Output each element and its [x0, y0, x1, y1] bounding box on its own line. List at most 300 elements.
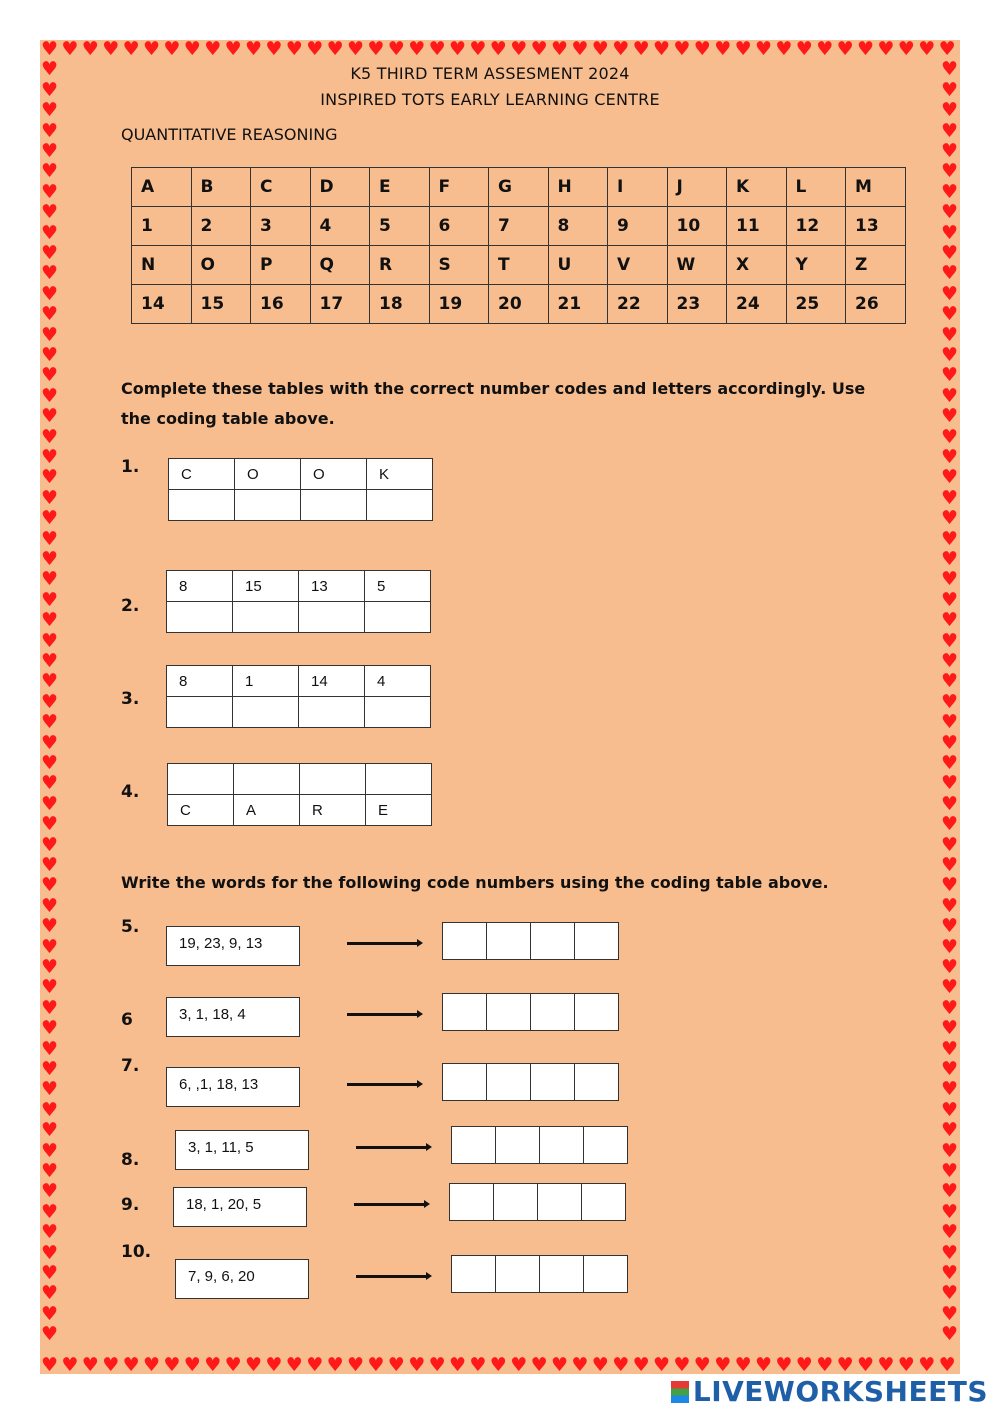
answer-cell[interactable] [301, 490, 367, 521]
answer-cell[interactable] [299, 602, 365, 633]
heart-icon: ♥ [653, 1354, 671, 1376]
answer-cell[interactable] [168, 764, 234, 795]
heart-icon: ♥ [41, 915, 59, 938]
answer-cell[interactable] [365, 602, 431, 633]
coding-table-cell: K [727, 168, 787, 207]
answer-boxes [451, 1126, 628, 1164]
answer-cell[interactable] [443, 923, 487, 959]
coding-table-cell: V [608, 246, 668, 285]
question-number: 6 [121, 1010, 133, 1030]
heart-icon: ♥ [41, 976, 59, 999]
answer-cell[interactable] [235, 490, 301, 521]
coding-table-cell: O [191, 246, 251, 285]
heart-icon: ♥ [41, 588, 59, 611]
heart-icon: ♥ [734, 1354, 752, 1376]
answer-cell[interactable] [167, 602, 233, 633]
question-number: 1. [121, 457, 140, 477]
heart-icon: ♥ [102, 38, 120, 60]
heart-icon: ♥ [941, 78, 959, 101]
heart-icon: ♥ [941, 527, 959, 550]
answer-cell[interactable] [531, 1064, 575, 1100]
heart-icon: ♥ [941, 894, 959, 917]
heart-icon: ♥ [265, 1354, 283, 1376]
heart-icon: ♥ [941, 99, 959, 122]
heart-icon: ♥ [306, 1354, 324, 1376]
heart-icon: ♥ [449, 1354, 467, 1376]
heart-icon: ♥ [347, 1354, 365, 1376]
heart-icon: ♥ [510, 1354, 528, 1376]
coding-table-cell: 22 [608, 285, 668, 324]
logo-icon [671, 1381, 689, 1403]
heart-icon: ♥ [941, 262, 959, 285]
heart-icon: ♥ [941, 303, 959, 326]
answer-cell[interactable] [496, 1127, 540, 1163]
given-cell: E [366, 795, 432, 826]
answer-cell[interactable] [452, 1256, 496, 1292]
heart-icon: ♥ [41, 1139, 59, 1162]
heart-icon: ♥ [41, 425, 59, 448]
heart-icon: ♥ [938, 38, 956, 60]
heart-icon: ♥ [857, 1354, 875, 1376]
heart-icon: ♥ [941, 609, 959, 632]
answer-cell[interactable] [300, 764, 366, 795]
heart-icon: ♥ [897, 38, 915, 60]
coding-table-row [132, 285, 906, 324]
heart-icon: ♥ [41, 78, 59, 101]
heart-icon: ♥ [734, 38, 752, 60]
heart-icon: ♥ [41, 996, 59, 1019]
given-cell: A [234, 795, 300, 826]
heart-icon: ♥ [941, 792, 959, 815]
heart-icon: ♥ [941, 1037, 959, 1060]
heart-icon: ♥ [941, 1200, 959, 1223]
heart-icon: ♥ [941, 650, 959, 672]
heart-icon: ♥ [941, 854, 959, 876]
heart-icon: ♥ [163, 1354, 181, 1376]
heart-icon: ♥ [510, 38, 528, 60]
heart-icon: ♥ [41, 384, 59, 407]
question-number: 8. [121, 1150, 140, 1170]
heart-icon: ♥ [941, 1323, 959, 1346]
heart-icon: ♥ [941, 996, 959, 1019]
answer-cell[interactable] [538, 1184, 582, 1220]
code-numbers-box: 6, ,1, 18, 13 [166, 1067, 300, 1107]
heart-icon: ♥ [41, 1098, 59, 1121]
coding-table-cell: 14 [132, 285, 192, 324]
coding-table-row [132, 207, 906, 246]
answer-cell[interactable] [575, 923, 619, 959]
heart-icon: ♥ [941, 1262, 959, 1284]
given-cell: R [300, 795, 366, 826]
given-cell: 8 [167, 571, 233, 602]
heart-icon: ♥ [41, 548, 59, 570]
coding-table-cell: 8 [548, 207, 608, 246]
heart-icon: ♥ [941, 180, 959, 203]
heart-icon: ♥ [41, 711, 59, 734]
heart-icon: ♥ [836, 38, 854, 60]
coding-table-cell: 24 [727, 285, 787, 324]
heart-icon: ♥ [41, 323, 59, 346]
heart-icon: ♥ [918, 38, 936, 60]
question-number: 5. [121, 917, 140, 937]
heart-icon: ♥ [449, 38, 467, 60]
heart-icon: ♥ [941, 833, 959, 856]
heart-icon: ♥ [306, 38, 324, 60]
answer-cell[interactable] [365, 697, 431, 728]
heart-icon: ♥ [41, 119, 59, 142]
answer-boxes [442, 922, 619, 960]
answer-cell[interactable] [540, 1127, 584, 1163]
coding-table-cell: 15 [191, 285, 251, 324]
answer-cell[interactable] [169, 490, 235, 521]
heart-icon: ♥ [41, 201, 59, 224]
answer-cell[interactable] [496, 1256, 540, 1292]
coding-table-cell: 23 [667, 285, 727, 324]
given-cell: C [169, 459, 235, 490]
heart-icon: ♥ [387, 38, 405, 60]
heart-icon: ♥ [41, 772, 59, 795]
answer-cell[interactable] [494, 1184, 538, 1220]
coding-table-cell: N [132, 246, 192, 285]
heart-icon: ♥ [877, 1354, 895, 1376]
heart-icon: ♥ [941, 1098, 959, 1121]
answer-cell[interactable] [233, 697, 299, 728]
given-cell: 5 [365, 571, 431, 602]
heart-icon: ♥ [530, 1354, 548, 1376]
coding-table-cell: X [727, 246, 787, 285]
given-cell: 1 [233, 666, 299, 697]
heart-icon: ♥ [41, 1119, 59, 1142]
answer-cell[interactable] [584, 1127, 628, 1163]
coding-table-cell: G [489, 168, 549, 207]
heart-icon: ♥ [941, 690, 959, 713]
heart-icon: ♥ [816, 38, 834, 60]
heart-icon: ♥ [941, 507, 959, 530]
answer-cell[interactable] [366, 764, 432, 795]
answer-cell[interactable] [582, 1184, 626, 1220]
heart-icon: ♥ [245, 1354, 263, 1376]
heart-icon: ♥ [41, 1323, 59, 1346]
heart-icon: ♥ [571, 38, 589, 60]
heart-icon: ♥ [941, 446, 959, 468]
heart-icon: ♥ [612, 1354, 630, 1376]
heart-icon: ♥ [941, 915, 959, 938]
coding-table-cell: F [429, 168, 489, 207]
heart-icon: ♥ [41, 1160, 59, 1182]
heart-icon: ♥ [122, 38, 140, 60]
heart-icon: ♥ [755, 1354, 773, 1376]
heart-icon: ♥ [941, 813, 959, 836]
heart-icon: ♥ [941, 976, 959, 999]
subject-heading: QUANTITATIVE REASONING [121, 125, 338, 144]
arrow-right-icon [347, 1083, 419, 1086]
answer-boxes [451, 1255, 628, 1293]
heart-icon: ♥ [941, 1302, 959, 1325]
given-cell: O [301, 459, 367, 490]
coding-table-cell: 5 [370, 207, 430, 246]
heart-icon: ♥ [41, 1302, 59, 1325]
question-number: 9. [121, 1195, 140, 1215]
worksheet-content [60, 62, 940, 1352]
heart-icon: ♥ [775, 1354, 793, 1376]
heart-icon: ♥ [469, 1354, 487, 1376]
heart-icon: ♥ [81, 1354, 99, 1376]
heart-icon: ♥ [941, 711, 959, 734]
question-number: 7. [121, 1056, 140, 1076]
question-number: 2. [121, 596, 140, 616]
heart-icon: ♥ [41, 609, 59, 632]
coding-table-cell: 16 [251, 285, 311, 324]
heart-icon: ♥ [41, 486, 59, 509]
title-line-1: K5 THIRD TERM ASSESMENT 2024 [350, 64, 630, 83]
heart-icon: ♥ [941, 1139, 959, 1162]
heart-icon: ♥ [941, 1282, 959, 1305]
coding-table-cell: 18 [370, 285, 430, 324]
code-grid-2 [166, 570, 431, 633]
heart-icon: ♥ [41, 813, 59, 836]
heart-icon: ♥ [941, 752, 959, 774]
heart-icon: ♥ [41, 1282, 59, 1305]
code-numbers-box: 19, 23, 9, 13 [166, 926, 300, 966]
heart-icon: ♥ [41, 180, 59, 203]
heart-icon: ♥ [61, 38, 79, 60]
code-grid-3 [166, 665, 431, 728]
heart-icon: ♥ [530, 38, 548, 60]
heart-icon: ♥ [941, 425, 959, 448]
heart-icon: ♥ [41, 466, 59, 489]
heart-icon: ♥ [41, 38, 59, 60]
heart-icon: ♥ [245, 38, 263, 60]
heart-icon: ♥ [941, 486, 959, 509]
heart-icon: ♥ [61, 1354, 79, 1376]
heart-icon: ♥ [941, 384, 959, 407]
answer-cell[interactable] [233, 602, 299, 633]
heart-icon: ♥ [408, 1354, 426, 1376]
answer-cell[interactable] [443, 1064, 487, 1100]
heart-icon: ♥ [941, 772, 959, 795]
coding-table-cell: P [251, 246, 311, 285]
heart-icon: ♥ [81, 38, 99, 60]
heart-icon: ♥ [41, 527, 59, 550]
heart-icon: ♥ [941, 568, 959, 591]
given-cell: 4 [365, 666, 431, 697]
coding-table [131, 167, 906, 324]
coding-table-cell: 1 [132, 207, 192, 246]
heart-icon: ♥ [941, 201, 959, 224]
coding-table-cell: L [786, 168, 846, 207]
heart-icon: ♥ [693, 38, 711, 60]
heart-icon: ♥ [326, 1354, 344, 1376]
heart-icon: ♥ [41, 221, 59, 244]
heart-icon: ♥ [41, 1354, 59, 1376]
heart-icon: ♥ [41, 1017, 59, 1040]
heart-icon: ♥ [41, 833, 59, 856]
answer-cell[interactable] [575, 1064, 619, 1100]
coding-table-cell: 26 [846, 285, 906, 324]
coding-table-cell: 6 [429, 207, 489, 246]
heart-icon: ♥ [41, 1058, 59, 1080]
heart-icon: ♥ [41, 303, 59, 326]
coding-table-cell: A [132, 168, 192, 207]
heart-icon: ♥ [941, 344, 959, 366]
heart-icon: ♥ [41, 1200, 59, 1223]
coding-table-cell: E [370, 168, 430, 207]
heart-icon: ♥ [489, 1354, 507, 1376]
heart-icon: ♥ [41, 344, 59, 366]
heart-icon: ♥ [428, 1354, 446, 1376]
code-numbers-box: 7, 9, 6, 20 [175, 1259, 309, 1299]
arrow-right-icon [356, 1146, 428, 1149]
heart-icon: ♥ [41, 160, 59, 183]
heart-icon: ♥ [367, 38, 385, 60]
arrow-right-icon [354, 1203, 426, 1206]
answer-cell[interactable] [167, 697, 233, 728]
heart-icon: ♥ [265, 38, 283, 60]
given-cell: 8 [167, 666, 233, 697]
heart-icon: ♥ [102, 1354, 120, 1376]
heart-icon: ♥ [143, 1354, 161, 1376]
coding-table-cell: 4 [310, 207, 370, 246]
heart-icon: ♥ [918, 1354, 936, 1376]
heart-icon: ♥ [941, 1078, 959, 1101]
heart-icon: ♥ [183, 38, 201, 60]
heart-icon: ♥ [941, 364, 959, 387]
coding-table-cell: 7 [489, 207, 549, 246]
heart-icon: ♥ [41, 1037, 59, 1060]
answer-cell[interactable] [584, 1256, 628, 1292]
coding-table-cell: 12 [786, 207, 846, 246]
answer-cell[interactable] [531, 923, 575, 959]
heart-icon: ♥ [41, 874, 59, 897]
heart-icon: ♥ [41, 1180, 59, 1203]
heart-icon: ♥ [653, 38, 671, 60]
coding-table-cell: W [667, 246, 727, 285]
heart-icon: ♥ [941, 282, 959, 305]
heart-icon: ♥ [204, 38, 222, 60]
heart-icon: ♥ [571, 1354, 589, 1376]
code-numbers-box: 3, 1, 11, 5 [175, 1130, 309, 1170]
coding-table-cell: 17 [310, 285, 370, 324]
coding-table-row [132, 246, 906, 285]
section2-instruction: Write the words for the following code numbers using the coding table above. [121, 873, 829, 892]
heart-icon: ♥ [163, 38, 181, 60]
heart-icon: ♥ [941, 874, 959, 897]
heart-icon: ♥ [387, 1354, 405, 1376]
heart-icon: ♥ [795, 1354, 813, 1376]
heart-icon: ♥ [224, 38, 242, 60]
question-number: 3. [121, 689, 140, 709]
heart-icon: ♥ [408, 38, 426, 60]
heart-icon: ♥ [591, 38, 609, 60]
answer-cell[interactable] [234, 764, 300, 795]
answer-cell[interactable] [452, 1127, 496, 1163]
heart-icon: ♥ [41, 854, 59, 876]
heart-icon: ♥ [941, 1160, 959, 1182]
heart-icon: ♥ [224, 1354, 242, 1376]
answer-cell[interactable] [299, 697, 365, 728]
heart-icon: ♥ [836, 1354, 854, 1376]
given-cell: 14 [299, 666, 365, 697]
answer-boxes [449, 1183, 626, 1221]
code-grid-1 [168, 458, 433, 521]
coding-table-cell: J [667, 168, 727, 207]
heart-icon: ♥ [41, 1078, 59, 1101]
answer-cell[interactable] [575, 994, 619, 1030]
coding-table-cell: 2 [191, 207, 251, 246]
heart-icon: ♥ [941, 405, 959, 428]
code-numbers-box: 18, 1, 20, 5 [173, 1187, 307, 1227]
heart-icon: ♥ [941, 140, 959, 162]
coding-table-row [132, 168, 906, 207]
coding-table-cell: 20 [489, 285, 549, 324]
heart-icon: ♥ [632, 1354, 650, 1376]
heart-icon: ♥ [551, 38, 569, 60]
coding-table-cell: 10 [667, 207, 727, 246]
heart-icon: ♥ [204, 1354, 222, 1376]
heart-icon: ♥ [941, 221, 959, 244]
heart-icon: ♥ [41, 282, 59, 305]
heart-icon: ♥ [941, 1119, 959, 1142]
answer-cell[interactable] [487, 994, 531, 1030]
heart-icon: ♥ [941, 1241, 959, 1264]
heart-icon: ♥ [941, 1180, 959, 1203]
answer-cell[interactable] [531, 994, 575, 1030]
heart-icon: ♥ [41, 690, 59, 713]
coding-table-cell: Q [310, 246, 370, 285]
code-grid-4 [167, 763, 432, 826]
heart-icon: ♥ [612, 38, 630, 60]
heart-icon: ♥ [41, 956, 59, 978]
coding-table-cell: D [310, 168, 370, 207]
question-number: 10. [121, 1242, 152, 1262]
answer-cell[interactable] [487, 1064, 531, 1100]
heart-icon: ♥ [941, 323, 959, 346]
heart-icon: ♥ [941, 466, 959, 489]
heart-icon: ♥ [41, 364, 59, 387]
heart-icon: ♥ [41, 752, 59, 774]
answer-boxes [442, 993, 619, 1031]
answer-boxes [442, 1063, 619, 1101]
coding-table-cell: 13 [846, 207, 906, 246]
coding-table-cell: M [846, 168, 906, 207]
coding-table-cell: Z [846, 246, 906, 285]
coding-table-cell: S [429, 246, 489, 285]
coding-table-cell: 3 [251, 207, 311, 246]
coding-table-cell: Y [786, 246, 846, 285]
answer-cell[interactable] [540, 1256, 584, 1292]
arrow-right-icon [347, 1013, 419, 1016]
heart-icon: ♥ [41, 242, 59, 264]
heart-icon: ♥ [469, 38, 487, 60]
heart-icon: ♥ [693, 1354, 711, 1376]
heart-icon: ♥ [857, 38, 875, 60]
heart-icon: ♥ [41, 99, 59, 122]
heart-icon: ♥ [143, 38, 161, 60]
heart-icon: ♥ [941, 731, 959, 754]
heart-icon: ♥ [941, 548, 959, 570]
answer-cell[interactable] [443, 994, 487, 1030]
heart-icon: ♥ [41, 935, 59, 958]
heart-icon: ♥ [551, 1354, 569, 1376]
arrow-right-icon [347, 942, 419, 945]
answer-cell[interactable] [367, 490, 433, 521]
heart-icon: ♥ [755, 38, 773, 60]
answer-cell[interactable] [450, 1184, 494, 1220]
heart-icon: ♥ [183, 1354, 201, 1376]
answer-cell[interactable] [487, 923, 531, 959]
heart-icon: ♥ [41, 1241, 59, 1264]
heart-icon: ♥ [938, 1354, 956, 1376]
